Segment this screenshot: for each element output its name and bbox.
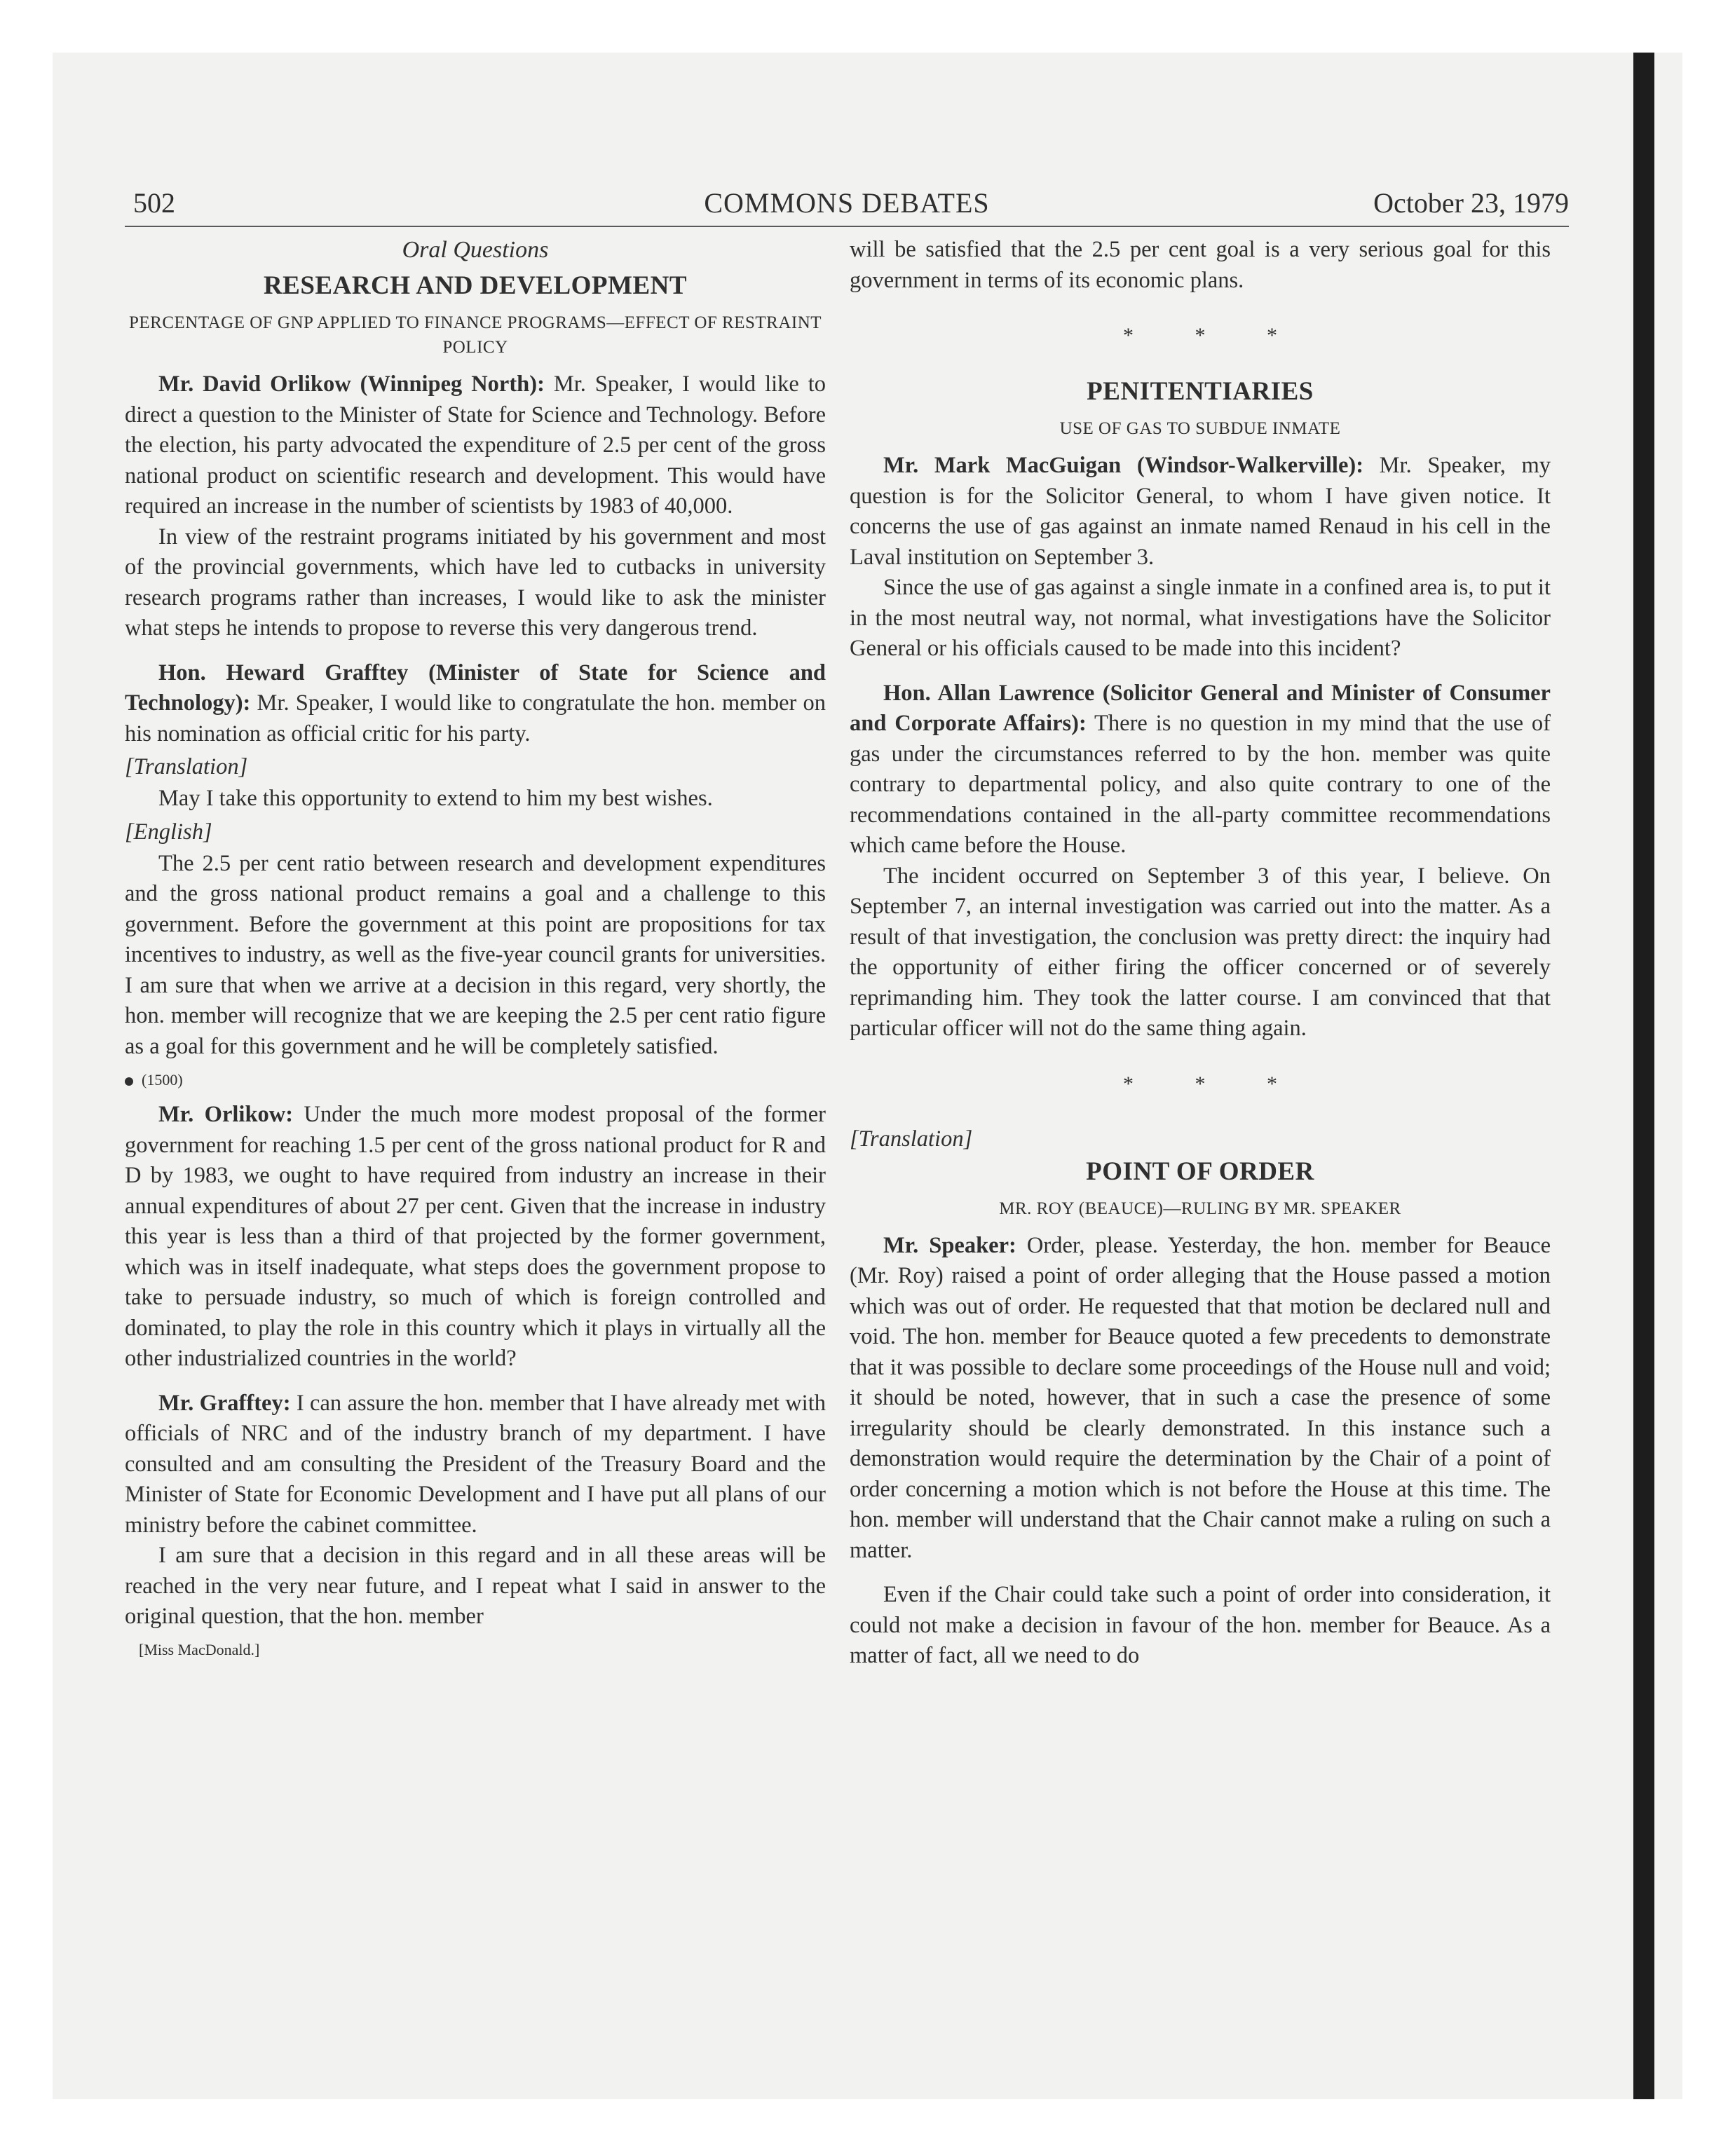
speaker-name: Hon. Heward Grafftey (Minister of State for Science and Technology): — [125, 660, 826, 716]
heading-point-of-order: POINT OF ORDER — [1086, 1157, 1314, 1186]
paragraph: Even if the Chair could take such a point of order into consideration, it could not make a decision in favour of the hon. member for Beauce. As a matter of fact, all we need to do — [850, 1582, 1551, 1668]
paragraph-text: Order, please. Yesterday, the hon. member for Beauce (Mr. Roy) raised a point of order alleging that the House passed a motion which was out of order. He requested that that motion be declared null and void. The hon. member for Beauce quoted a few precedents to demonstrate that it was possible to declare some proceedings of the House null and void; it should be noted, however, that in such a case the presence of some irregularity should be clearly demonstrated. In this instance such a demonstration would require the determination by the Chair of a point of order concerning a motion which is not before the House at this time. The hon. member will understand that the Chair cannot make a ruling on such a matter. — [850, 1232, 1551, 1563]
heading-research-development: RESEARCH AND DEVELOPMENT — [263, 271, 688, 300]
paragraph — [850, 451, 1551, 573]
paragraph: The 2.5 per cent ratio between research and development expenditures and the gross national product remains a goal and a challenge to this government. Before the government at this point are propositions for tax incentives to industry, as well as the five-year council grants for universities. I am sure that when we arrive at a decision in this regard, very shortly, the hon. member will recognize that we are keeping the 2.5 per cent ratio figure as a goal for this government and he will be completely satisfied. — [125, 850, 826, 1059]
paragraph — [125, 369, 826, 522]
page-header — [125, 184, 1569, 227]
paragraph: May I take this opportunity to extend to him my best wishes. — [158, 786, 713, 811]
speaker-name: Mr. David Orlikow (Winnipeg North): — [158, 371, 545, 397]
language-tag: [Translation] — [125, 754, 248, 779]
speaker-name: Mr. Orlikow: — [158, 1102, 294, 1127]
page-number: 502 — [133, 187, 175, 219]
paragraph: will be satisfied that the 2.5 per cent goal is a very serious goal for this government in terms of its economic plans. — [850, 237, 1551, 293]
language-tag: [Translation] — [850, 1126, 973, 1152]
paragraph — [850, 678, 1551, 861]
speaker-name: Mr. Grafftey: — [158, 1390, 291, 1416]
section-separator: * * * — [1123, 1072, 1305, 1096]
paragraph-text: Mr. Speaker, I would like to direct a question to the Minister of State for Science and Technology. Before the election, his party advocated the expenditure of 2.5 per cent of the gross national product on scientific research and development. This would have required an increase in the number of scientists by 1983 of 40,000. — [125, 371, 826, 519]
paragraph: I am sure that a decision in this regard and in all these areas will be reached in the very near future, and I repeat what I said in answer to the original question, that the hon. member — [125, 1543, 826, 1629]
speaker-name: Hon. Allan Lawrence (Solicitor General and Minister of Consumer and Corporate Affairs): — [850, 680, 1551, 736]
time-marker-text: (1500) — [142, 1071, 183, 1089]
paragraph-text: Mr. Speaker, I would like to congratulate the hon. member on his nomination as official critic for his party. — [125, 690, 826, 746]
heading-penitentiaries: PENITENTIARIES — [1087, 377, 1314, 406]
publication-date: October 23, 1979 — [1373, 187, 1569, 219]
speaker-name: Mr. Mark MacGuigan (Windsor-Walkerville): — [883, 453, 1364, 478]
paragraph-text: I can assure the hon. member that I have already met with officials of NRC and of the industry branch of my department. I have consulted and am consulting the President of the Treasury Board and the Minister of State for Economic Development and I have put all plans of our ministry before the cabinet committee. — [125, 1390, 826, 1538]
paragraph-text: There is no question in my mind that the use of gas under the circumstances referred to by the hon. member was quite contrary to departmental policy, and also quite contrary to one of the recommendations contained in the all-party committee recommendations which came before the House. — [850, 711, 1551, 858]
left-column — [125, 235, 826, 1662]
binding-edge — [1633, 53, 1654, 2099]
subheading-ruling: MR. ROY (BEAUCE)—RULING BY MR. SPEAKER — [999, 1199, 1401, 1218]
speaker-name: Mr. Speaker: — [883, 1232, 1016, 1258]
paragraph-text: Under the much more modest proposal of the former government for reaching 1.5 per cent of the gross national product for R and D by 1983, we ought to have required from industry an increase in their annual expenditures of about 27 per cent. Given that the increase in industry this year is less than a third of that projected by the former government, which was in itself inadequate, what steps does the government propose to take to persuade industry, so much of which is foreign controlled and dominated, to play the role in this country which it plays in virtually all the other industrialized countries in the world? — [125, 1102, 826, 1371]
subheading-gas-inmate: USE OF GAS TO SUBDUE INMATE — [1059, 419, 1341, 438]
section-separator: * * * — [1123, 324, 1305, 347]
right-column — [850, 235, 1551, 1672]
paragraph — [125, 1100, 826, 1374]
bullet-icon — [125, 1077, 133, 1086]
footnote: [Miss MacDonald.] — [139, 1640, 260, 1658]
paragraph — [125, 1389, 826, 1541]
paragraph: Since the use of gas against a single inmate in a confined area is, to put it in the most neutral way, not normal, what investigations have the Solicitor General or his officials caused to be made into this incident? — [850, 575, 1551, 661]
paragraph: In view of the restraint programs initiated by his government and most of the provincial governments, which have led to cutbacks in university research programs rather than increases, I would like to ask the minister what steps he intends to propose to reverse this very dangerous trend. — [125, 524, 826, 641]
language-tag: [English] — [125, 819, 212, 845]
paragraph-text: Mr. Speaker, my question is for the Solicitor General, to whom I have given notice. It concerns the use of gas against an inmate named Renaud in his cell in the Laval institution on September 3. — [850, 453, 1551, 570]
subheading-gnp-programs: PERCENTAGE OF GNP APPLIED TO FINANCE PROGRAMS—EFFECT OF RESTRAINT POLICY — [128, 313, 822, 357]
section-label: Oral Questions — [402, 237, 549, 263]
paragraph: The incident occurred on September 3 of this year, I believe. On September 7, an internal investigation was carried out into the matter. As a result of that investigation, the conclusion was pretty direct: the inquiry had the opportunity of either firing the officer concerned or of severely reprimanding him. They took the latter course. I am convinced that that particular officer will not do the same thing again. — [850, 863, 1551, 1041]
time-marker — [125, 1066, 826, 1094]
paragraph — [850, 1231, 1551, 1567]
paragraph — [125, 658, 826, 750]
publication-title: COMMONS DEBATES — [704, 187, 990, 219]
